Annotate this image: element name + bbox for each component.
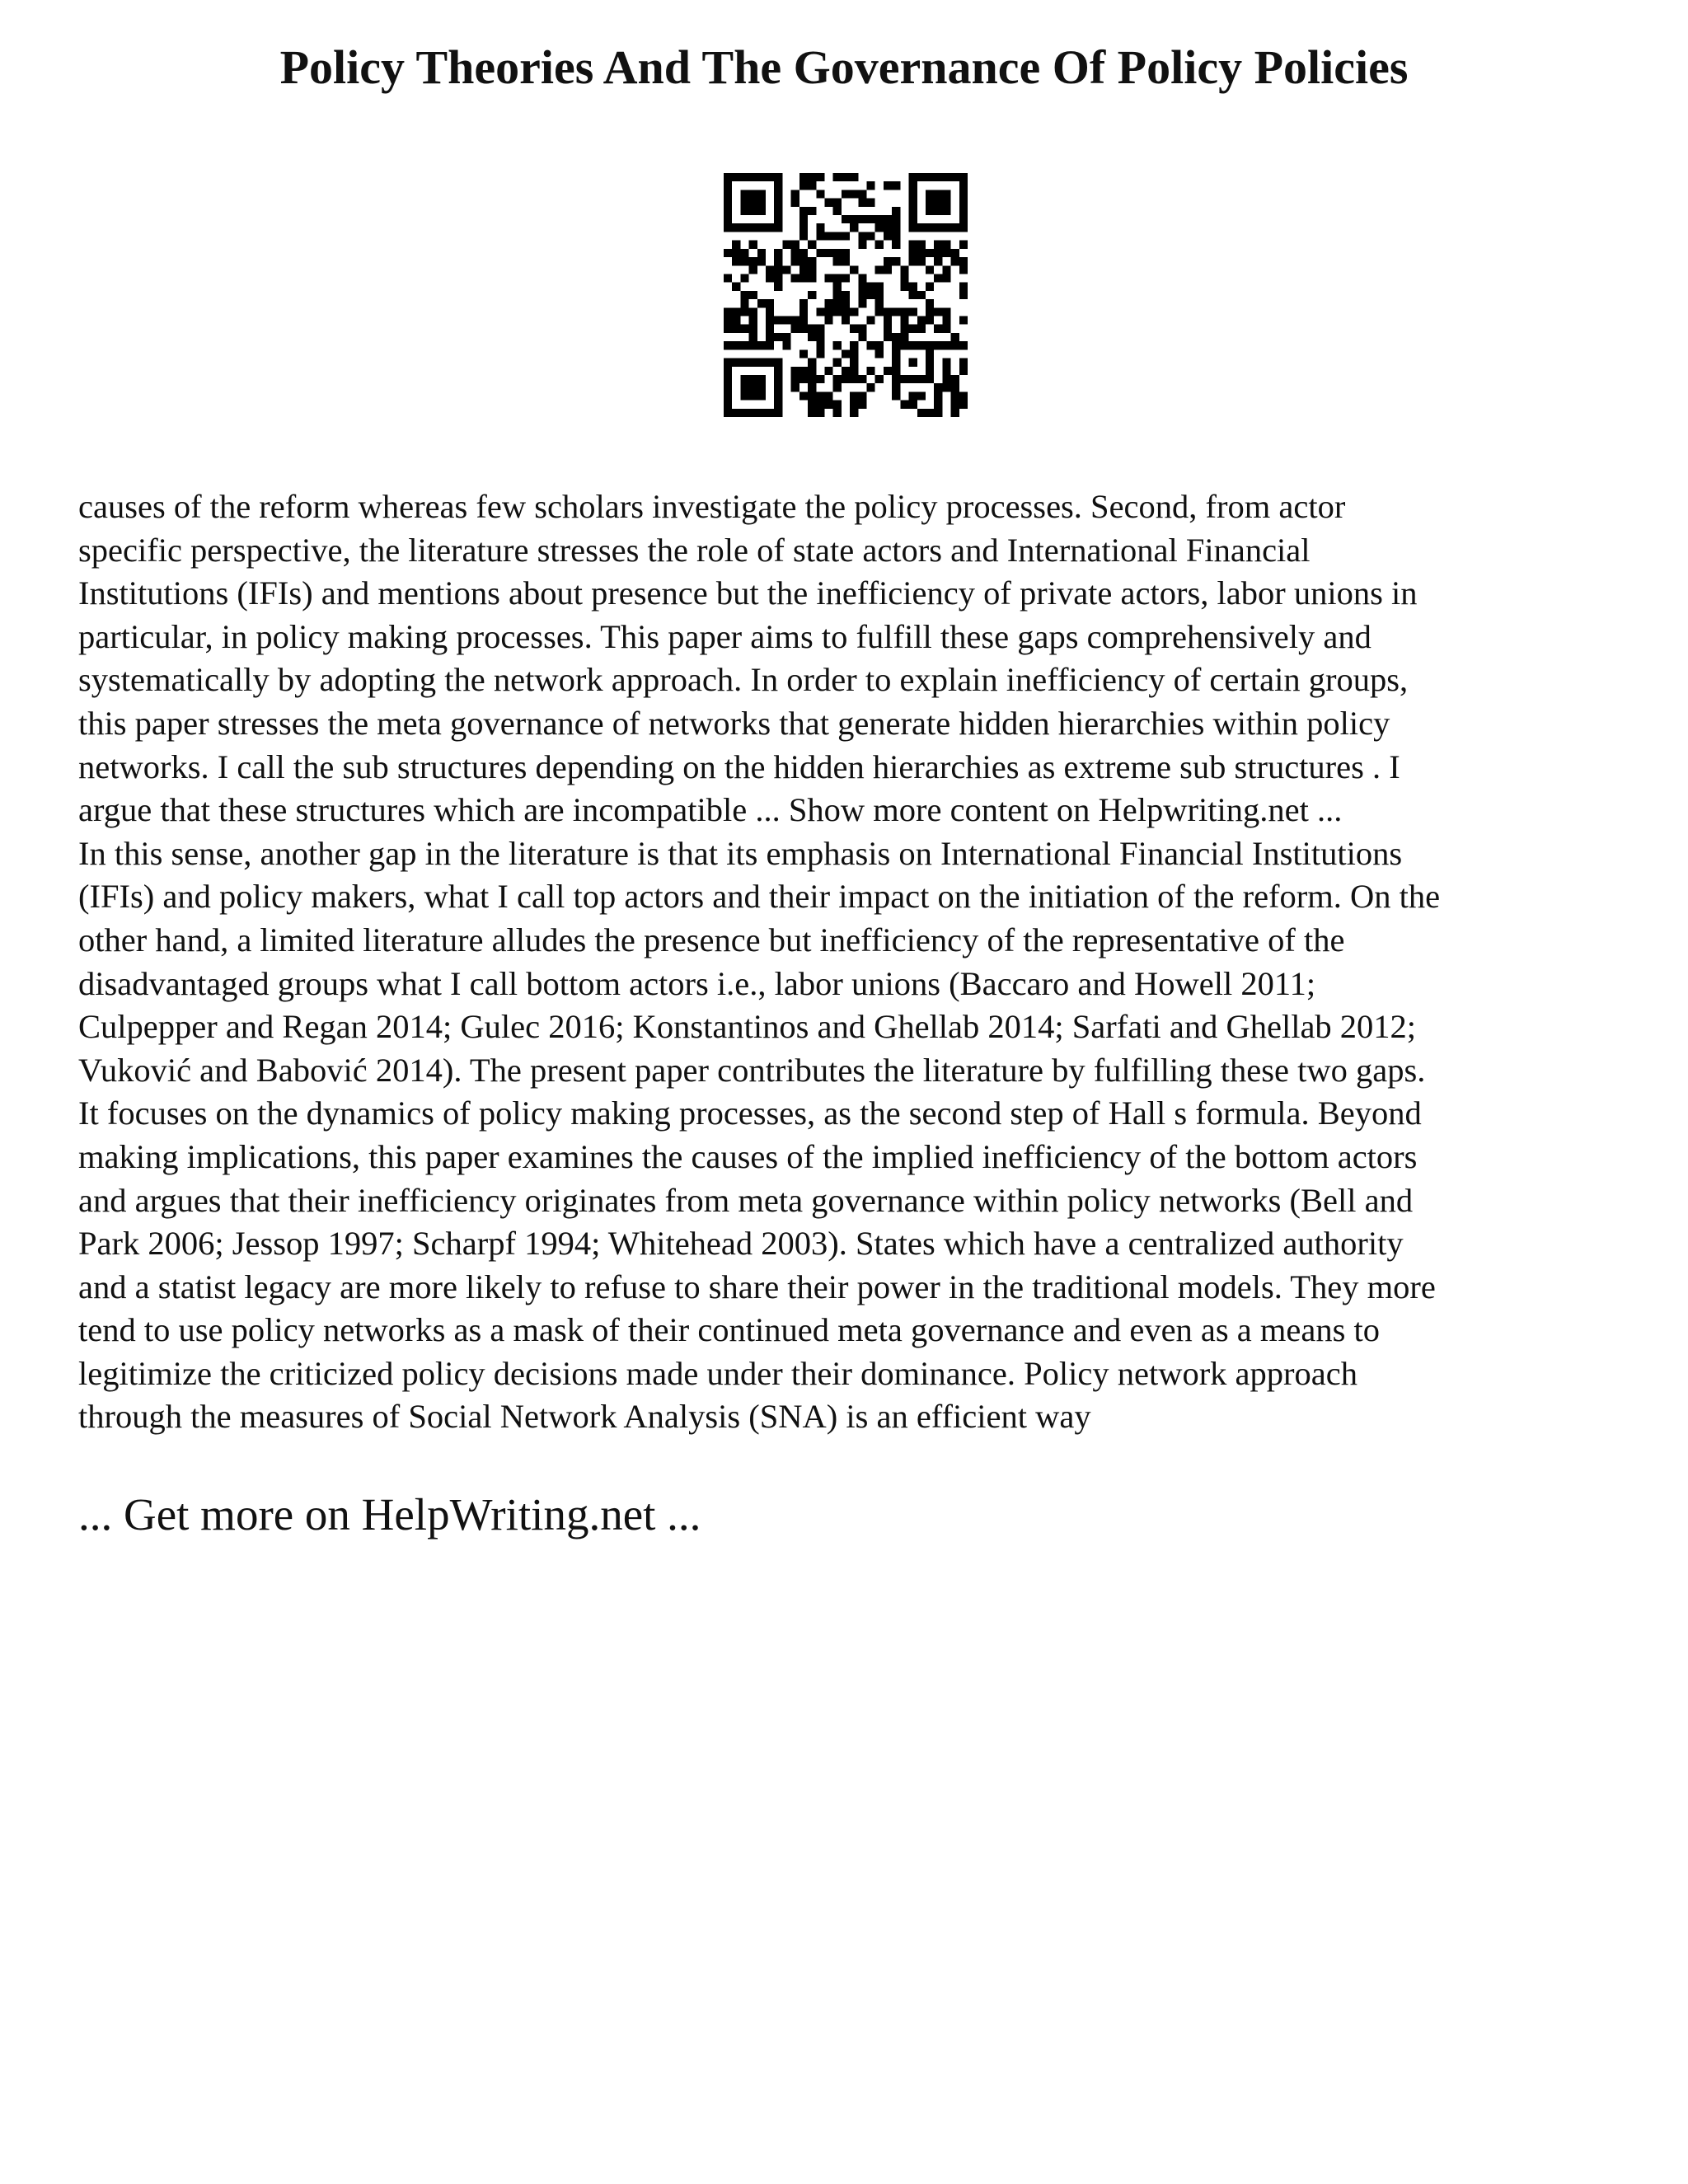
body-text: causes of the reform whereas few scholars investigate the policy processes. Second, from actor specific perspective, the literature stresses the role of state actors and International Financial Institutions (IFIs) and mentions about presence but the inefficiency of private actors, labor unions in particular, in policy making processes. This paper aims to fulfill these gaps comprehensively and systematically by adopting the network approach. In order to explain inefficiency of certain groups, this paper stresses the meta governance of networks that generate hidden hierarchies within policy networks. I call the sub structures depending on the hidden hierarchies as extreme sub structures . I argue that these structures which are incompatible ... Show more content on Helpwriting.net ... In this sense, another gap in the literature is that its emphasis on International Financial Institutions (IFIs) and policy makers, what I call top actors and their impact on the initiation of the reform. On the other hand, a limited literature alludes the presence but inefficiency of the representative of the disadvantaged groups what I call bottom actors i.e., labor unions (Baccaro and Howell 2011; Culpepper and Regan 2014; Gulec 2016; Konstantinos and Ghellab 2014; Sarfati and Ghellab 2012; Vuković and Babović 2014). The present paper contributes the literature by fulfilling these two gaps. It focuses on the dynamics of policy making processes, as the second step of Hall s formula. Beyond making implications, this paper examines the causes of the implied inefficiency of the bottom actors and argues that their inefficiency originates from meta governance within policy networks (Bell and Park 2006; Jessop 1997; Scharpf 1994; Whitehead 2003). States which have a centralized authority and a statist legacy are more likely to refuse to share their power in the traditional models. They more tend to use policy networks as a mask of their continued meta governance and even as a means to legitimize the criticized policy decisions made under their dominance. Policy network approach through the measures of Social Network Analysis (SNA) is an efficient way	[78, 488, 1441, 1436]
qr-code-icon[interactable]	[724, 173, 968, 417]
page-title: Policy Theories And The Governance Of Policy Policies	[279, 40, 1409, 94]
get-more-link[interactable]: ... Get more on HelpWriting.net ...	[78, 1489, 701, 1540]
